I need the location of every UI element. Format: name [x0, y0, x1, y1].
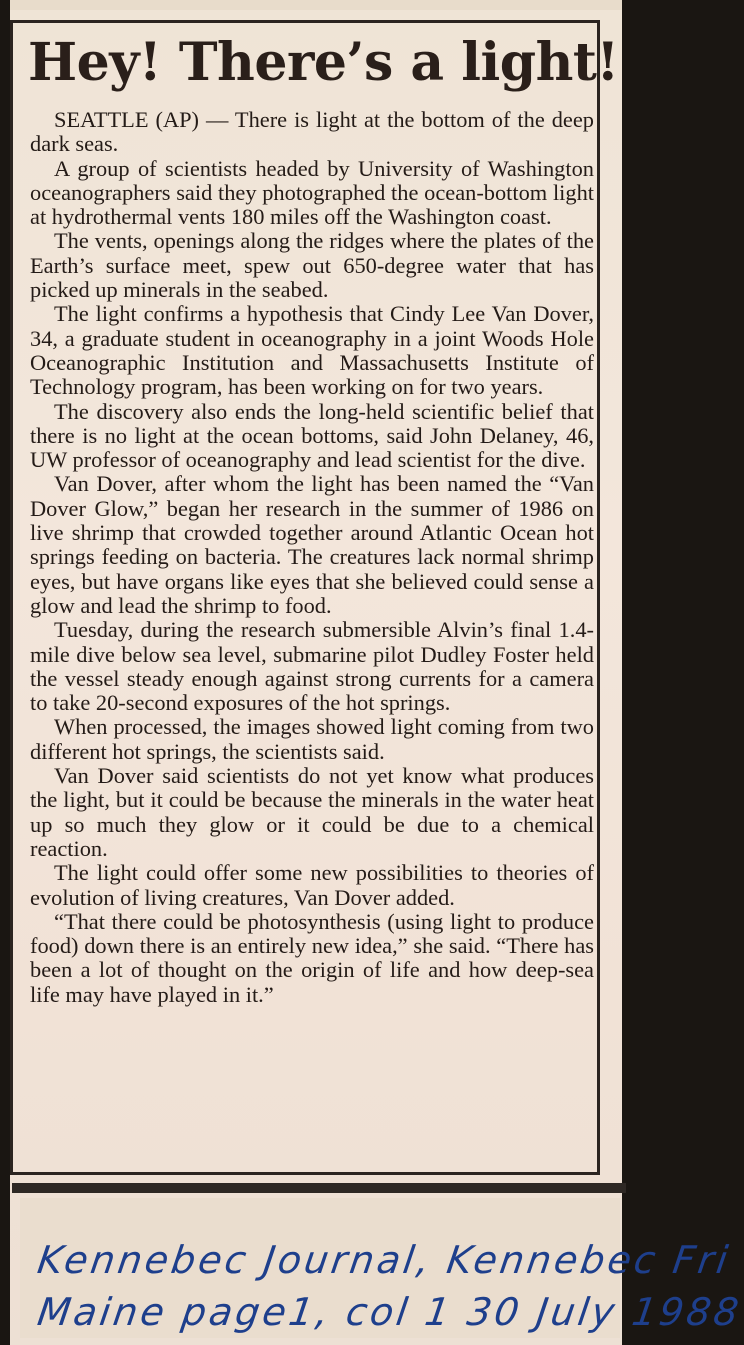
paragraph-dateline: SEATTLE (AP) — There is light at the bottom of the deep dark seas. — [30, 107, 594, 157]
paragraph: The light confirms a hypothesis that Cindy Lee Van Dover, 34, a graduate student in oceanography in a joint Woods Hole Oceanographic Institution and Massachusetts Institute of Technology program, has been working on for two years. — [30, 301, 594, 400]
bottom-rule — [12, 1183, 626, 1193]
paragraph: A group of scientists headed by University of Washington oceanographers said they photographed the ocean-bottom light at hydrothermal vents 180 miles off the Washington coast. — [30, 155, 594, 230]
paragraph: Tuesday, during the research submersible Alvin’s final 1.4-mile dive below sea level, submarine pilot Dudley Foster held the vessel steady enough against strong currents for a camera to take 20-second exposures of the hot springs. — [30, 617, 594, 716]
paragraph: The light could offer some new possibilities to theories of evolution of living creatures, Van Dover added. — [30, 860, 594, 910]
paragraph: The discovery also ends the long-held scientific belief that there is no light at the ocean bottoms, said John Delaney, 46, UW professor of oceanography and lead scientist for the dive. — [30, 398, 594, 473]
paragraph: The vents, openings along the ridges where the plates of the Earth’s surface meet, spew out 650-degree water that has picked up minerals in the seabed. — [30, 228, 594, 303]
handwritten-date-line: Maine page1, col 1 30 July 1988 — [34, 1290, 744, 1334]
paragraph: When processed, the images showed light coming from two different hot springs, the scientists said. — [30, 714, 594, 764]
handwritten-source-line: Kennebec Journal, Kennebec Fri — [34, 1238, 734, 1282]
article-body — [30, 108, 594, 1007]
paragraph: Van Dover, after whom the light has been named the “Van Dover Glow,” began her research in the summer of 1986 on live shrimp that crowded together around Atlantic Ocean hot springs feeding on bacteria. The creatures lack normal shrimp eyes, but have organs like eyes that she believed could sense a glow and lead the shrimp to food. — [30, 471, 594, 618]
paragraph-quote: “That there could be photosynthesis (using light to produce food) down there is an entirely new idea,” she said. “There has been a lot of thought on the origin of life and how deep-sea life may have played in it.” — [30, 908, 594, 1007]
paragraph: Van Dover said scientists do not yet know what produces the light, but it could be because the minerals in the water heat up so much they glow or it could be due to a chemical reaction. — [30, 763, 594, 861]
article-headline: Hey! There’s a light! — [28, 32, 619, 93]
clipping-top-edge — [10, 0, 622, 10]
